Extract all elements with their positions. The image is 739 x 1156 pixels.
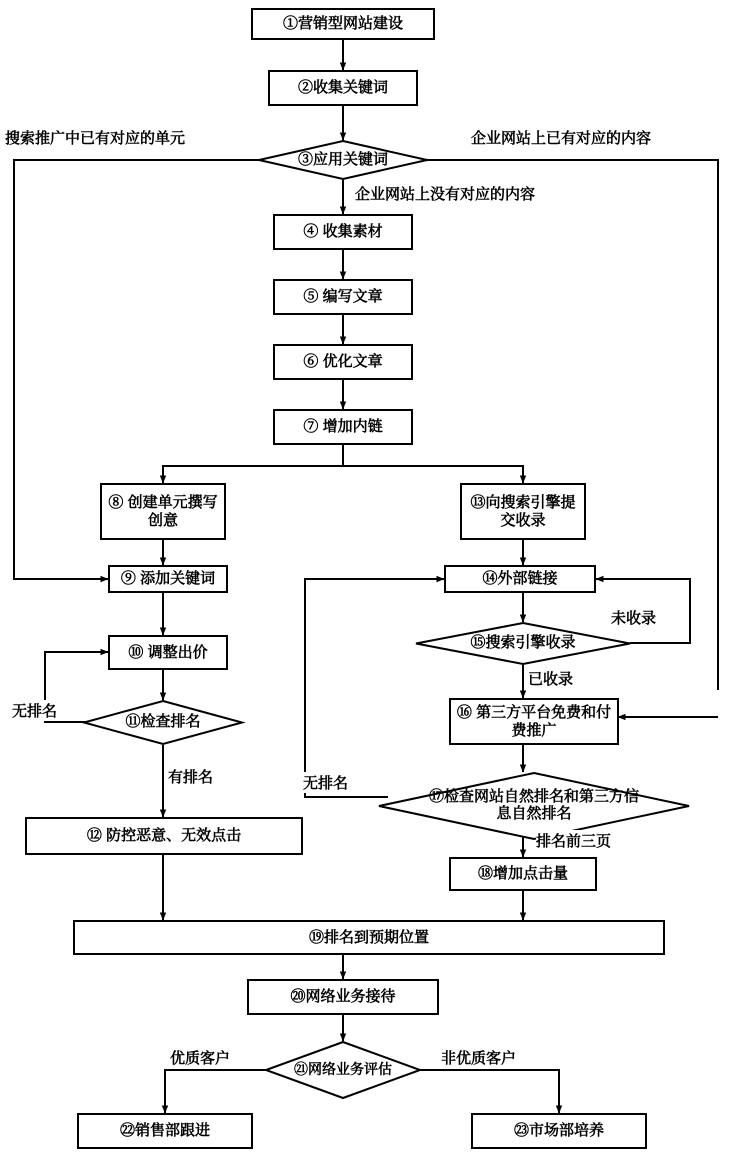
node-15[interactable]	[415, 622, 631, 665]
node-label: ⑭外部链接	[482, 570, 558, 588]
node-label: ⑬向搜索引擎提交收录	[470, 494, 576, 529]
node-16[interactable]	[449, 698, 619, 745]
node-19[interactable]	[73, 920, 665, 955]
node-label: ⑮搜索引擎收录	[470, 634, 576, 652]
node-label: ⑳网络业务接待	[290, 988, 396, 1006]
edge-label-top-three-pages: 排名前三页	[536, 830, 611, 851]
node-11[interactable]	[83, 700, 243, 745]
node-label: ③应用关键词	[297, 150, 388, 168]
edge-label-no-rank-left: 无排名	[12, 700, 57, 721]
node-label: ⑲排名到预期位置	[308, 928, 429, 946]
node-label: ⑥ 优化文章	[303, 353, 383, 371]
node-label: ⑧ 创建单元撰写创意	[108, 494, 218, 529]
node-20[interactable]	[247, 979, 439, 1015]
node-13[interactable]	[460, 483, 586, 540]
node-6[interactable]	[273, 344, 413, 380]
node-label: ⑪检查排名	[125, 713, 201, 731]
node-22[interactable]	[77, 1113, 253, 1149]
node-2[interactable]	[268, 70, 418, 106]
edge-label-non-quality-client: 非优质客户	[441, 1047, 516, 1068]
node-label: ⑱增加点击量	[477, 865, 568, 883]
node-label: ⑩ 调整出价	[128, 643, 208, 661]
node-12[interactable]	[25, 817, 303, 855]
node-21[interactable]	[265, 1041, 421, 1099]
node-label: ②收集关键词	[297, 79, 388, 97]
node-10[interactable]	[108, 635, 228, 670]
node-23[interactable]	[471, 1113, 647, 1149]
edge-label-not-indexed: 未收录	[611, 607, 656, 628]
node-1[interactable]	[251, 8, 435, 40]
node-label: ①营销型网站建设	[282, 15, 403, 33]
node-label: ㉒销售部跟进	[119, 1122, 210, 1140]
edge-label-quality-client: 优质客户	[170, 1047, 230, 1068]
node-18[interactable]	[449, 857, 597, 891]
node-7[interactable]	[273, 409, 413, 445]
node-label: ⑨ 添加关键词	[120, 570, 216, 588]
node-4[interactable]	[273, 214, 413, 250]
edge-label-content-exists: 企业网站上已有对应的内容	[471, 127, 651, 148]
node-9[interactable]	[108, 565, 228, 593]
node-5[interactable]	[273, 279, 413, 315]
node-label: ㉑网络业务评估	[294, 1061, 392, 1078]
node-17[interactable]	[378, 772, 690, 840]
node-label: ⑯ 第三方平台免费和付费推广	[456, 704, 612, 739]
node-8[interactable]	[100, 483, 226, 540]
edge-label-indexed: 已收录	[528, 668, 573, 689]
node-label: ⑤ 编写文章	[303, 288, 383, 306]
node-label: ㉓市场部培养	[513, 1122, 604, 1140]
node-3[interactable]	[258, 140, 428, 180]
edge-label-has-rank: 有排名	[168, 766, 213, 787]
edge-label-content-missing: 企业网站上没有对应的内容	[355, 183, 535, 204]
node-label: ⑰检查网站自然排名和第三方信息自然排名	[428, 788, 639, 822]
node-label: ⑦ 增加内链	[303, 418, 383, 436]
edge-label-unit-exists: 搜索推广中已有对应的单元	[5, 127, 185, 148]
node-14[interactable]	[444, 565, 596, 593]
node-label: ⑫ 防控恶意、无效点击	[86, 827, 242, 845]
node-label: ④ 收集素材	[303, 223, 383, 241]
edge-label-no-rank-right: 无排名	[303, 772, 348, 793]
